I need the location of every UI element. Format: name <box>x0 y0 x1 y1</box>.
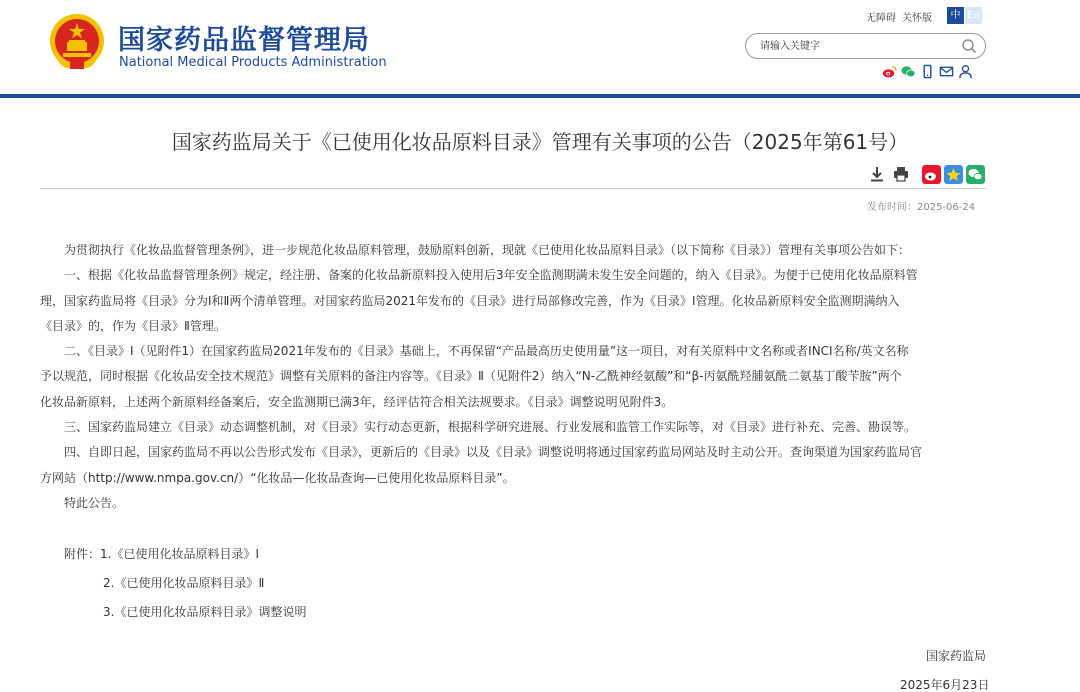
national-emblem-icon[interactable] <box>48 12 106 72</box>
signature-date: 2025年6月23日 <box>900 678 990 692</box>
signature-org: 国家药监局 <box>925 649 986 663</box>
download-icon[interactable] <box>868 165 886 183</box>
attachments <box>64 540 306 627</box>
weibo-icon[interactable] <box>882 64 897 79</box>
article-body <box>40 238 990 516</box>
paragraph-line: 特此公告。 <box>64 495 125 510</box>
attachment-link-2[interactable]: 2.《已使用化妆品原料目录》Ⅱ <box>103 576 265 590</box>
paragraph-line: 三、国家药监局建立《目录》动态调整机制，对《目录》实行动态更新，根据科学研究进展、行业发展和监管工作实际等，对《目录》进行补充、完善、勘误等。 <box>64 420 917 435</box>
print-icon[interactable] <box>892 165 910 183</box>
accessibility-link[interactable]: 无障碍 <box>866 13 896 24</box>
social-links <box>882 64 973 79</box>
paragraph-line: 方网站（http://www.nmpa.gov.cn/）“化妆品—化妆品查询—已使用化妆品原料目录”。 <box>40 470 515 485</box>
search-box <box>745 33 986 59</box>
site-name-en[interactable]: National Medical Products Administration <box>119 55 387 70</box>
elderly-mode-link[interactable]: 关怀版 <box>902 13 932 24</box>
share-wechat-icon[interactable] <box>966 165 985 184</box>
paragraph-line: 予以规范，同时根据《化妆品安全技术规范》调整有关原料的备注内容等。《目录》Ⅱ（见附件2）纳入“N-乙酰神经氨酸”和“β-丙氨酰羟脯氨酰二氨基丁酸苄胺”两个 <box>40 369 902 384</box>
attachment-link-3[interactable]: 3.《已使用化妆品原料目录》调整说明 <box>103 605 307 619</box>
lang-en-button[interactable]: En <box>965 7 982 24</box>
paragraph-line: 理，国家药监局将《目录》分为Ⅰ和Ⅱ两个清单管理。对国家药监局2021年发布的《目录》进行局部修改完善，作为《目录》Ⅰ管理。化妆品新原料安全监测期满纳入 <box>40 293 900 308</box>
share-buttons <box>922 165 985 184</box>
lang-zh-button[interactable]: 中 <box>947 7 964 24</box>
title-divider <box>40 188 986 189</box>
language-switch <box>947 7 982 24</box>
paragraph-line: 为贯彻执行《化妆品监督管理条例》，进一步规范化妆品原料管理，鼓励原料创新，现就《已使用化妆品原料目录》（以下简称《目录》）管理有关事项公告如下： <box>64 243 911 257</box>
paragraph-line: 四、自即日起，国家药监局不再以公告形式发布《目录》，更新后的《目录》以及《目录》调整说明将通过国家药监局网站及时主动公开。查询渠道为国家药监局官 <box>64 445 923 460</box>
wechat-icon[interactable] <box>901 64 916 79</box>
attachments-label: 附件： <box>64 547 101 561</box>
paragraph-line: 《目录》的，作为《目录》Ⅱ管理。 <box>40 318 226 333</box>
article-tools <box>868 165 910 183</box>
site-name-cn[interactable]: 国家药品监督管理局 <box>118 25 370 56</box>
top-links <box>866 9 938 24</box>
header-divider <box>0 94 1080 98</box>
user-icon[interactable] <box>958 64 973 79</box>
search-input[interactable] <box>760 38 950 55</box>
attachment-link-1[interactable]: 1.《已使用化妆品原料目录》Ⅰ <box>100 547 260 561</box>
mobile-icon[interactable] <box>920 64 935 79</box>
site-header <box>0 0 1080 96</box>
share-weibo-icon[interactable] <box>922 165 941 184</box>
article-title: 国家药监局关于《已使用化妆品原料目录》管理有关事项的公告（2025年第61号） <box>171 130 909 154</box>
paragraph-line: 一、根据《化妆品监督管理条例》规定，经注册、备案的化妆品新原料投入使用后3年安全监测期满未发生安全问题的，纳入《目录》。为便于已使用化妆品原料管 <box>64 268 918 283</box>
paragraph-line: 二、《目录》Ⅰ（见附件1）在国家药监局2021年发布的《目录》基础上，不再保留“产品最高历史使用量”这一项目，对有关原料中文名称或者INCI名称/英文名称 <box>64 344 909 359</box>
share-qzone-icon[interactable] <box>944 165 963 184</box>
mail-icon[interactable] <box>939 64 954 79</box>
search-icon[interactable] <box>961 38 977 54</box>
signature-block <box>900 642 990 692</box>
publish-date: 发布时间：2025-06-24 <box>867 202 976 213</box>
paragraph-line: 化妆品新原料，上述两个新原料经备案后，安全监测期已满3年，经评估符合相关法规要求。《目录》调整说明见附件3。 <box>40 394 674 409</box>
